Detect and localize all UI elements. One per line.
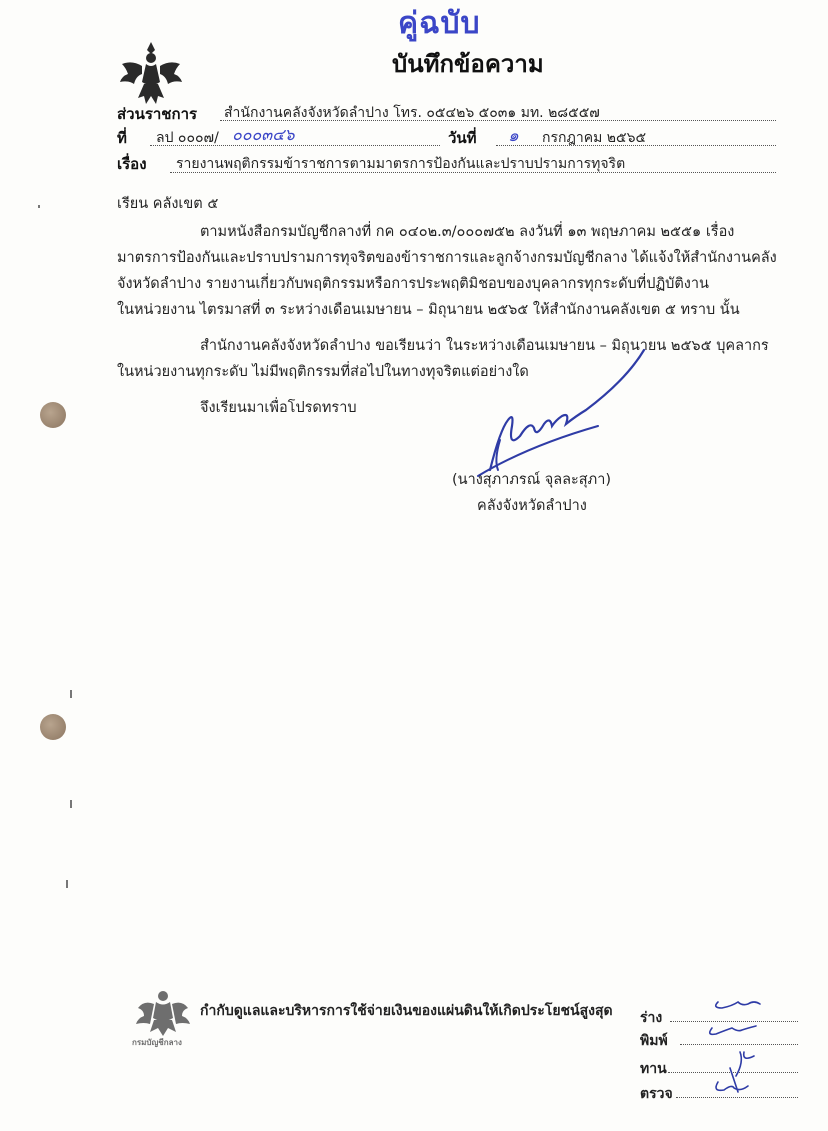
subject-dotline [170, 172, 776, 173]
date-dotline [496, 145, 776, 146]
ref-value: ลป ๐๐๐๗/ [156, 130, 219, 146]
closing-line: จึงเรียนมาเพื่อโปรดทราบ [200, 400, 357, 416]
punch-hole-bottom [40, 714, 66, 740]
date-handwritten-day: ๑ [508, 126, 519, 146]
agency-dotline [220, 120, 776, 121]
initial-label-typed: พิมพ์ [640, 1033, 668, 1049]
paragraph-1-line-4: ในหน่วยงาน ไตรมาสที่ ๓ ระหว่างเดือนเมษายน – มิถุนายน ๒๕๖๕ ให้สำนักงานคลังเขต ๕ ทราบ นั้น [117, 302, 740, 318]
initials-handwriting-image [690, 990, 800, 1100]
margin-mark [38, 205, 40, 208]
garuda-emblem-icon [118, 38, 184, 108]
paragraph-1-line-1: ตามหนังสือกรมบัญชีกลางที่ กค ๐๔๐๒.๓/๐๐๐๗๕๒ ลงวันที่ ๑๓ พฤษภาคม ๒๕๕๑ เรื่อง [200, 224, 735, 240]
paragraph-2-line-2: ในหน่วยงานทุกระดับ ไม่มีพฤติกรรมที่ส่อไปในทางทุจริตแต่อย่างใด [117, 364, 529, 380]
subject-value: รายงานพฤติกรรมข้าราชการตามมาตรการป้องกันและปราบปรามการทุจริต [176, 156, 626, 172]
punch-hole-top [40, 402, 66, 428]
date-value: กรกฎาคม ๒๕๖๕ [542, 130, 647, 146]
copy-stamp: คู่ฉบับ [398, 6, 481, 41]
signatory-position: คลังจังหวัดลำปาง [477, 498, 587, 514]
paragraph-1-line-3: จังหวัดลำปาง รายงานเกี่ยวกับพฤติกรรมหรือการประพฤติมิชอบของบุคลากรทุกระดับที่ปฏิบัติงาน [117, 276, 709, 292]
salutation: เรียน คลังเขต ๕ [117, 196, 219, 212]
agency-label: ส่วนราชการ [117, 105, 198, 123]
initial-label-checked: ตรวจ [640, 1086, 673, 1102]
paragraph-2-line-1: สำนักงานคลังจังหวัดลำปาง ขอเรียนว่า ในระหว่างเดือนเมษายน – มิถุนายน ๒๕๖๕ บุคลากร [200, 338, 769, 354]
ref-dotline [150, 145, 440, 146]
signatory-name: (นางสุภาภรณ์ จุลละสุภา) [452, 472, 612, 488]
logo-caption: กรมบัญชีกลาง [132, 1038, 182, 1047]
margin-mark [70, 690, 72, 698]
date-label: วันที่ [448, 129, 477, 147]
margin-mark [66, 880, 68, 888]
document-title: บันทึกข้อความ [392, 50, 544, 78]
footer-slogan: กำกับดูแลและบริหารการใช้จ่ายเงินของแผ่นดินให้เกิดประโยชน์สูงสุด [200, 1003, 613, 1019]
subject-label: เรื่อง [117, 155, 147, 173]
agency-value: สำนักงานคลังจังหวัดลำปาง โทร. ๐๕๔๒๖ ๕๐๓๑ มท. ๒๘๕๕๗ [224, 105, 600, 121]
initial-label-draft: ร่าง [640, 1010, 663, 1026]
paragraph-1-line-2: มาตรการป้องกันและปราบปรามการทุจริตของข้าราชการและลูกจ้างกรมบัญชีกลาง ได้แจ้งให้สำนักงานคลัง [117, 250, 777, 266]
ref-label: ที่ [117, 129, 127, 147]
margin-mark [70, 800, 72, 808]
initial-label-reviewed: ทาน [640, 1061, 667, 1077]
ref-handwritten-number: ๐๐๐๓๔๖ [232, 125, 295, 144]
